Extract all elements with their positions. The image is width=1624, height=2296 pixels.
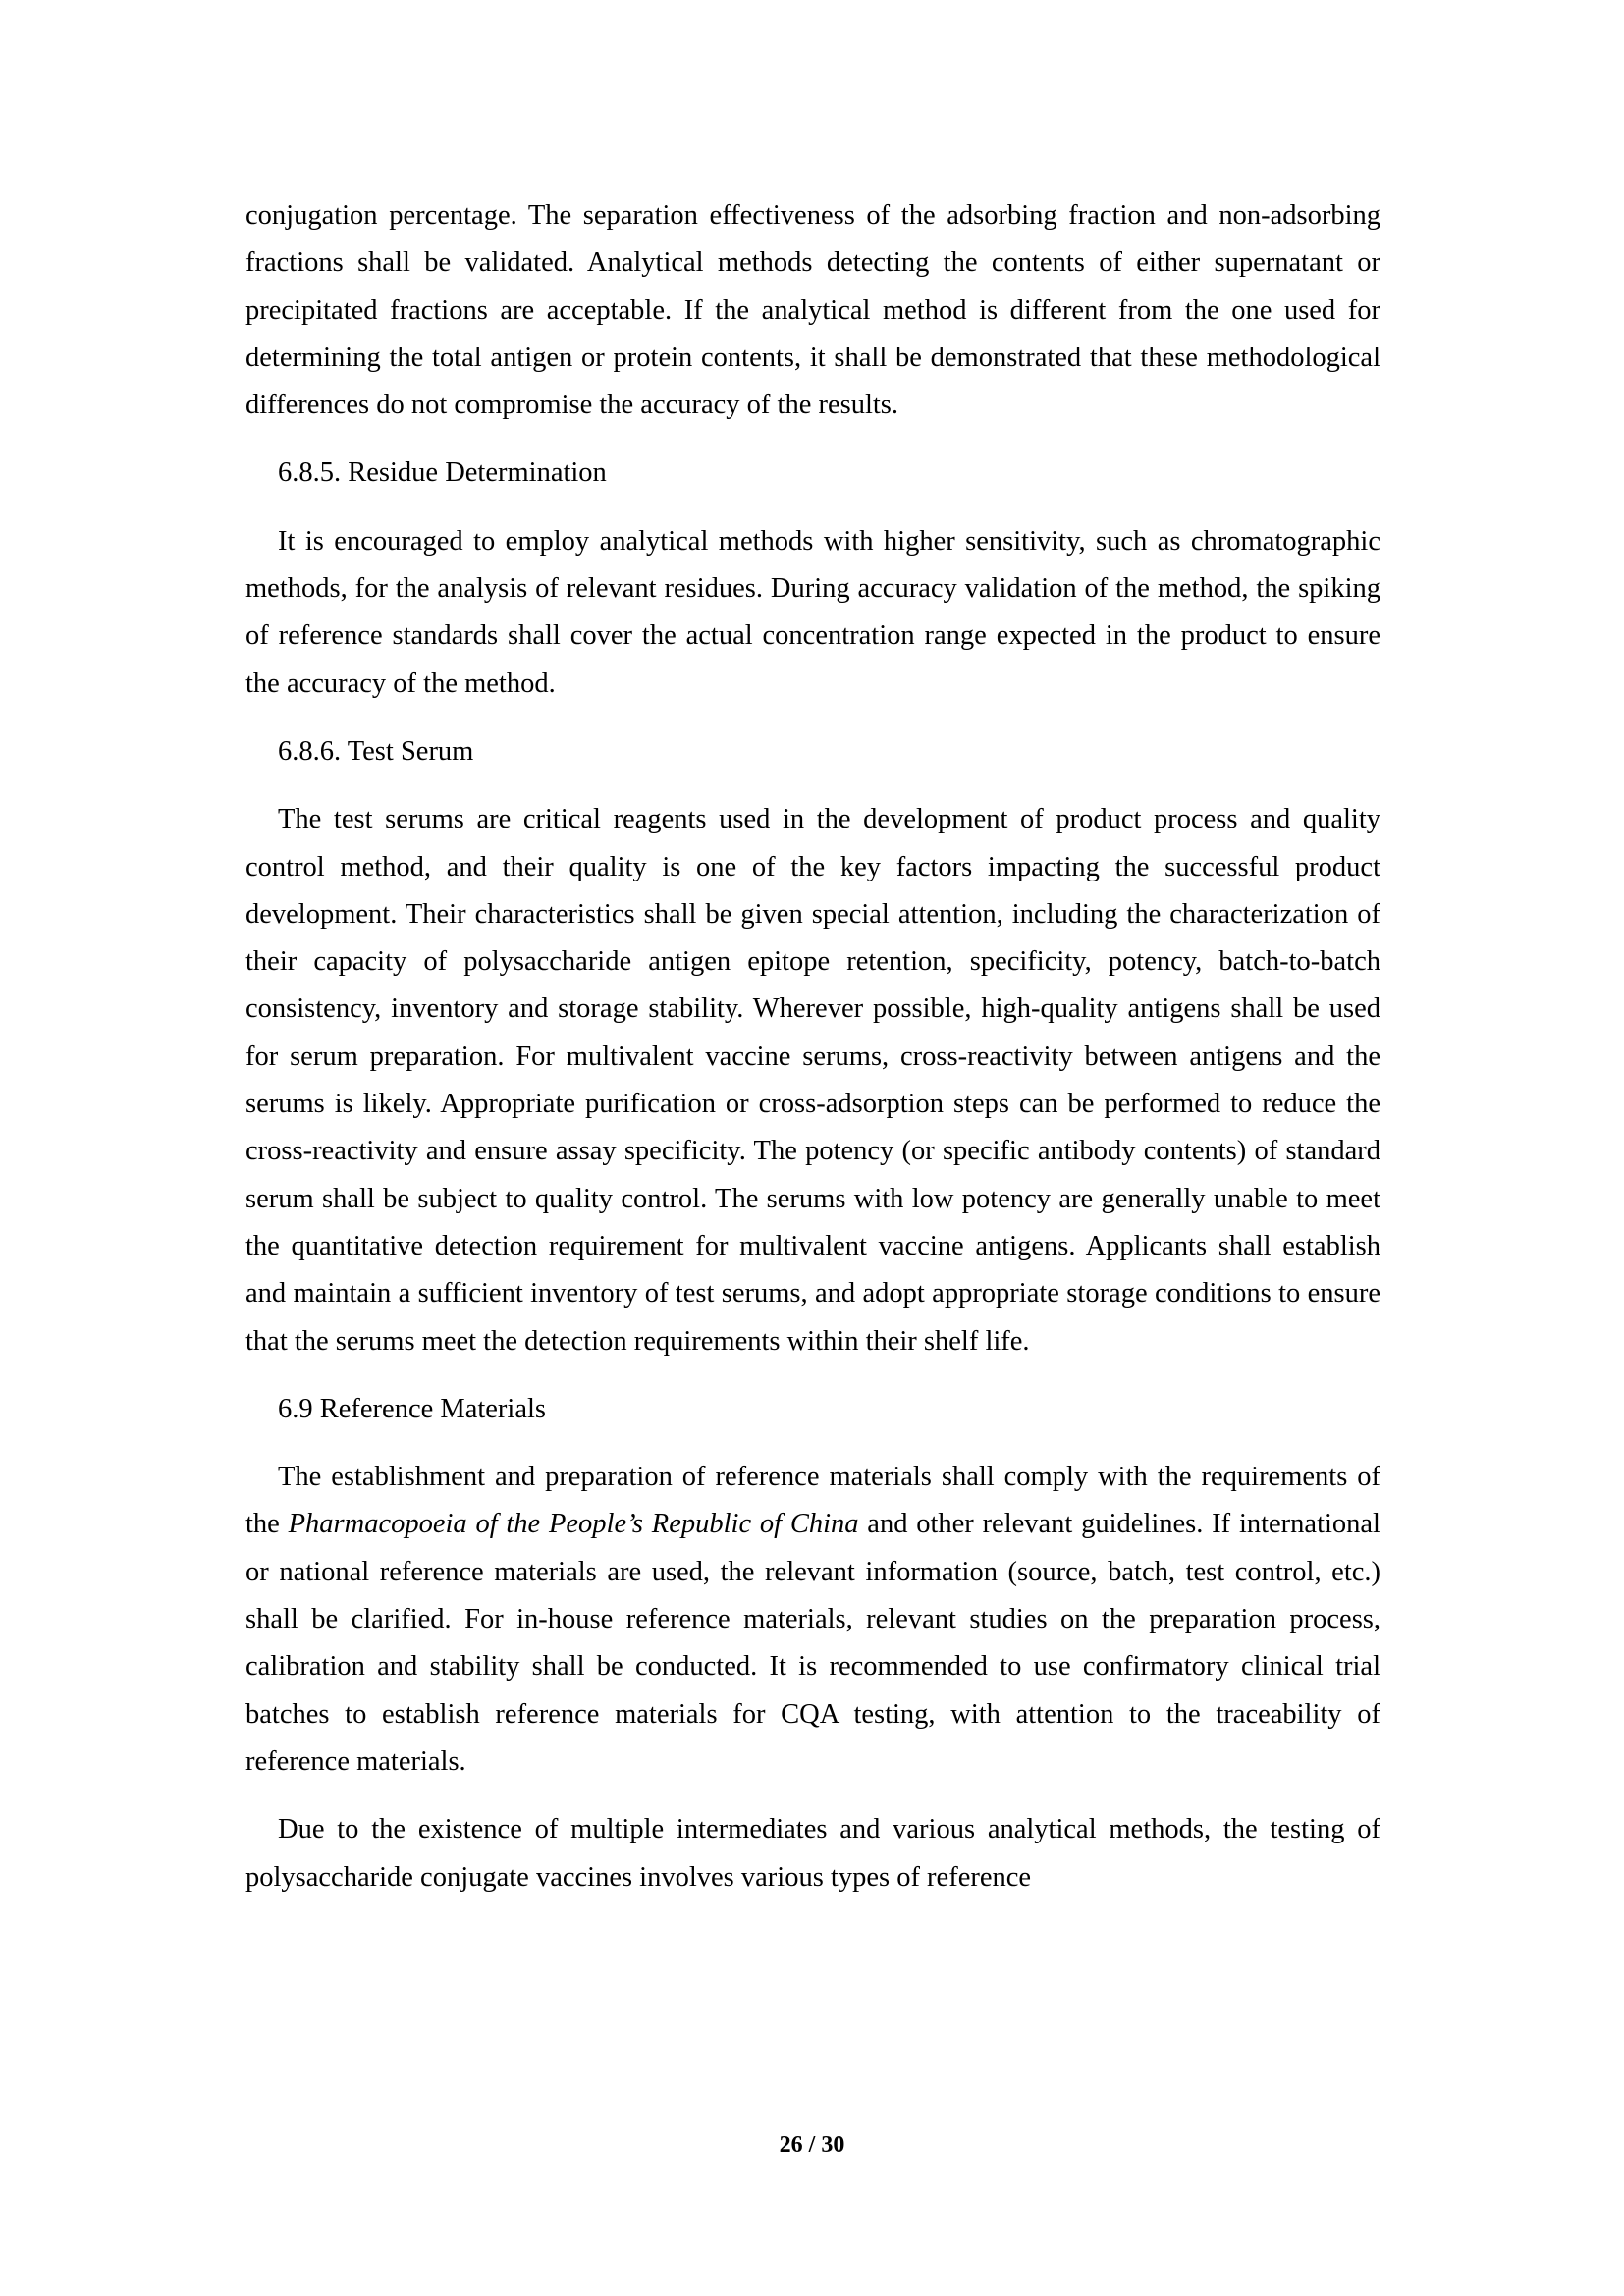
paragraph-test-serum: The test serums are critical reagents used in the development of product process and quality control method, and their quality is one of the key factors impacting the successful product development. Their characteristics shall be given special attention, including the characterization of their capacity of polysaccharide antigen epitope retention, specificity, potency, batch-to-batch consistency, inventory and storage stability. Wherever possible, high-quality antigens shall be used for serum preparation. For multivalent vaccine serums, cross-reactivity between antigens and the serums is likely. Appropriate purification or cross-adsorption steps can be performed to reduce the cross-reactivity and ensure assay specificity. The potency (or specific antibody contents) of standard serum shall be subject to quality control. The serums with low potency are generally unable to meet the quantitative detection requirement for multivalent vaccine antigens. Applicants shall establish and maintain a sufficient inventory of test serums, and adopt appropriate storage conditions to ensure that the serums meet the detection requirements within their shelf life. [245, 804, 1380, 1357]
heading-residue-determination: 6.8.5. Residue Determination [278, 457, 607, 489]
paragraph-text-before-italic: The establishment and preparation of reference materials shall comply with the requirements of the [245, 1462, 1380, 1540]
heading-reference-materials: 6.9 Reference Materials [278, 1393, 546, 1424]
pharmacopoeia-title-italic: Pharmacopoeia of the People’s Republic of China [288, 1509, 859, 1540]
paragraph-conjugation-validation: conjugation percentage. The separation effectiveness of the adsorbing fraction and non-adsorbing fractions shall be validated. Analytical methods detecting the contents of either supernatant or precipitated fractions are acceptable. If the analytical method is different from the one used for determining the total antigen or protein contents, it shall be demonstrated that these methodological differences do not compromise the accuracy of the results. [245, 200, 1380, 421]
paragraph-residue-determination: It is encouraged to employ analytical methods with higher sensitivity, such as chromatographic methods, for the analysis of relevant residues. During accuracy validation of the method, the spiking of reference standards shall cover the actual concentration range expected in the product to ensure the accuracy of the method. [245, 525, 1380, 699]
paragraph-text-after-italic: and other relevant guidelines. If international or national reference materials are used, the relevant information (source, batch, test control, etc.) shall be clarified. For in-house reference materials, relevant studies on the preparation process, calibration and stability shall be conducted. It is recommended to use confirmatory clinical trial batches to establish reference materials for CQA testing, with attention to the traceability of reference materials. [245, 1509, 1380, 1777]
page-number: 26 / 30 [779, 2132, 845, 2158]
document-page [245, 192, 1380, 1901]
heading-test-serum: 6.8.6. Test Serum [278, 735, 474, 767]
paragraph-reference-materials [245, 1454, 1380, 1786]
paragraph-multiple-intermediates: Due to the existence of multiple intermediates and various analytical methods, the testing of polysaccharide conjugate vaccines involves various types of reference [245, 1814, 1380, 1893]
